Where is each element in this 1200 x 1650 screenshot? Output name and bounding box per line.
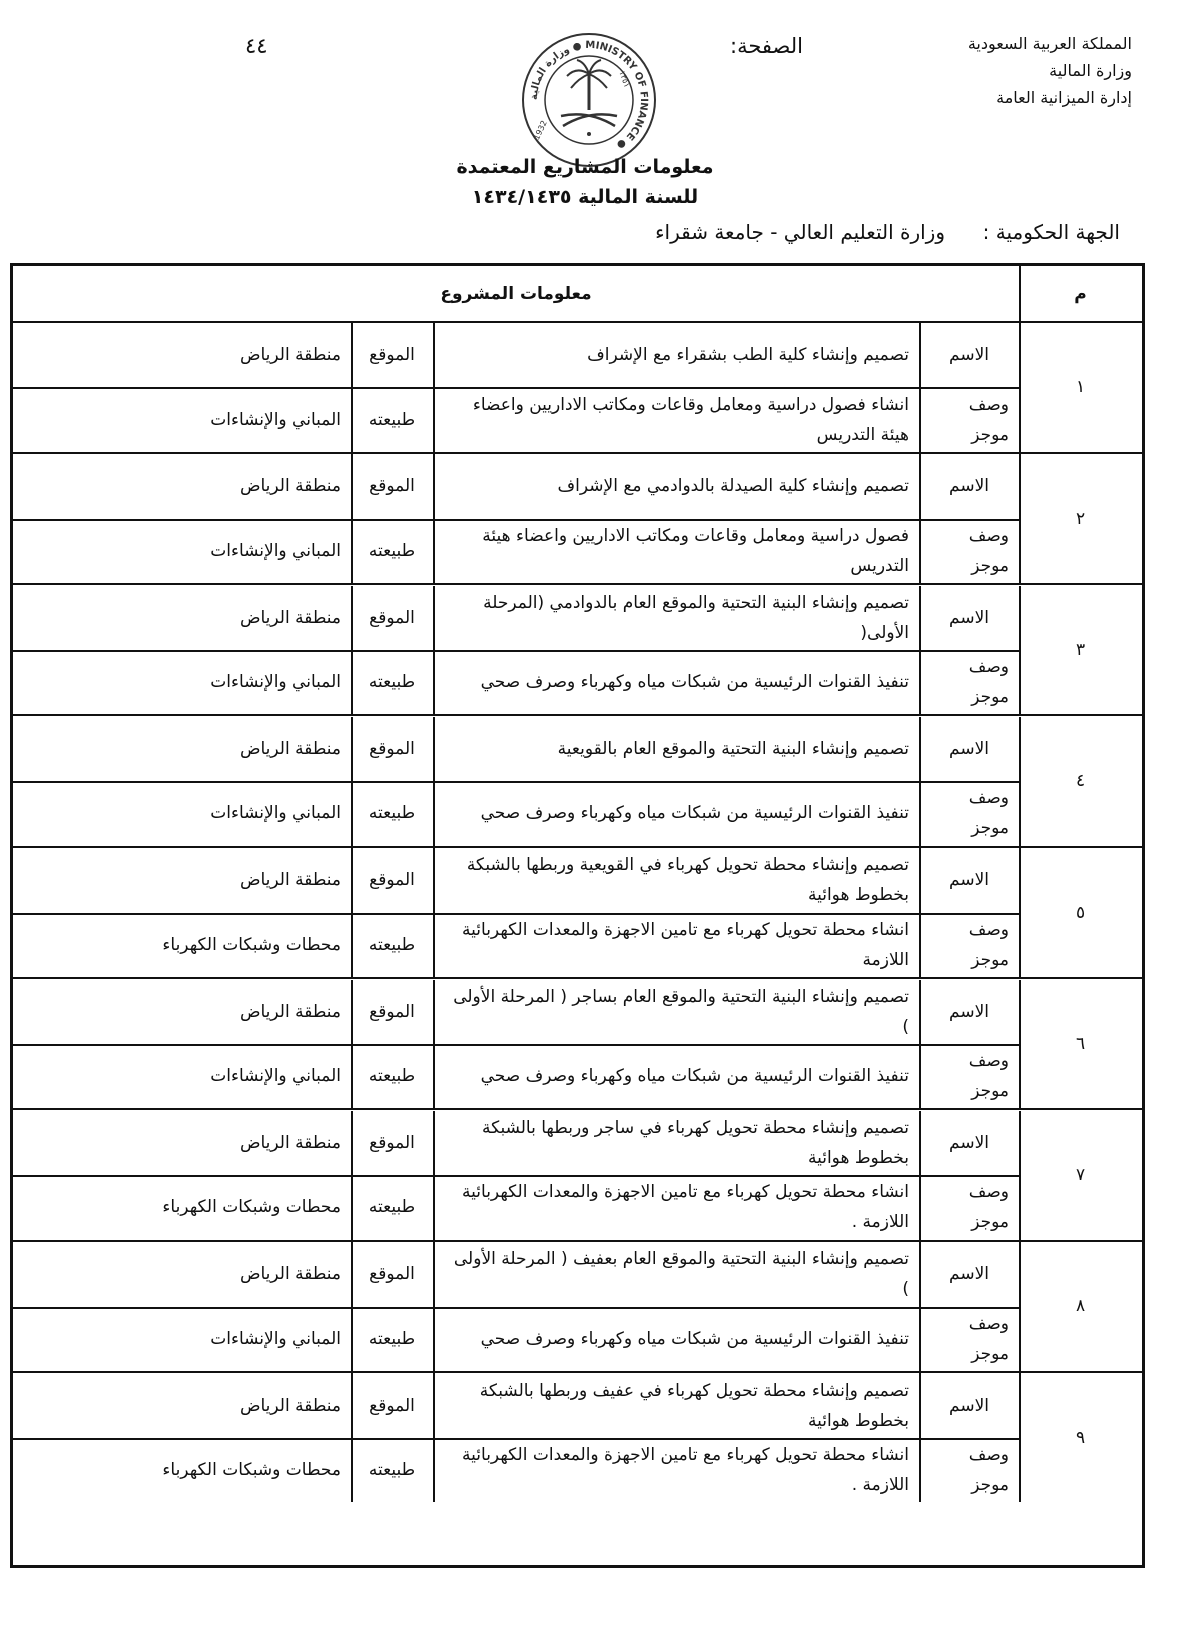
- table-rule-vertical: [351, 323, 353, 452]
- project-number: ٨: [1075, 1296, 1086, 1317]
- project-nature: المباني والإنشاءات: [210, 540, 341, 561]
- project-nature: محطات وشبكات الكهرباء: [162, 934, 341, 955]
- project-number: ٥: [1075, 902, 1086, 923]
- project-description: تنفيذ القنوات الرئيسية من شبكات مياه وكهرباء وصرف صحي: [480, 1328, 909, 1349]
- project-nature: المباني والإنشاءات: [210, 803, 341, 824]
- table-rule-vertical: [1019, 980, 1021, 1109]
- header-project-info: معلومات المشروع: [440, 283, 592, 304]
- description-label: وصف موجز: [968, 1182, 1009, 1233]
- table-rule-vertical: [433, 1373, 435, 1502]
- project-name: تصميم وإنشاء البنية التحتية والموقع العام بالدوادمي (المرحلة الأولى(: [483, 592, 909, 643]
- nature-label: طبيعته: [368, 803, 416, 824]
- project-nature: المباني والإنشاءات: [210, 672, 341, 693]
- table-rule-vertical: [433, 1111, 435, 1240]
- project-nature: محطات وشبكات الكهرباء: [162, 1459, 341, 1480]
- svg-text:١٣٥١: ١٣٥١: [617, 69, 632, 89]
- nature-label: طبيعته: [368, 672, 416, 693]
- table-rule-horizontal: [13, 387, 1019, 389]
- name-label: الاسم: [949, 1132, 989, 1153]
- table-rule-vertical: [433, 323, 435, 452]
- location-label: الموقع: [369, 1395, 415, 1416]
- description-label: وصف موجز: [968, 919, 1009, 970]
- entity-value: وزارة التعليم العالي - جامعة شقراء: [655, 220, 945, 244]
- table-rule-horizontal: [13, 1044, 1019, 1046]
- name-label: الاسم: [949, 870, 989, 891]
- table-rule-horizontal: [13, 1307, 1019, 1309]
- project-description: انشاء محطة تحويل كهرباء مع تامين الاجهزة والمعدات الكهربائية اللازمة .: [462, 1444, 909, 1495]
- project-location: منطقة الرياض: [239, 739, 341, 760]
- project-number: ٤: [1075, 771, 1086, 792]
- table-rule-horizontal: [13, 519, 1019, 521]
- svg-text:1932: 1932: [532, 119, 549, 142]
- project-description: انشاء محطة تحويل كهرباء مع تامين الاجهزة والمعدات الكهربائية اللازمة: [462, 919, 909, 970]
- description-label: وصف موجز: [968, 525, 1009, 576]
- project-location: منطقة الرياض: [239, 476, 341, 497]
- project-description: فصول دراسية ومعامل وقاعات ومكاتب الاداريين واعضاء هيئة التدريس: [482, 525, 909, 576]
- project-nature: المباني والإنشاءات: [210, 1066, 341, 1087]
- table-rule-vertical: [919, 586, 921, 715]
- description-label: وصف موجز: [968, 1444, 1009, 1495]
- table-rule-vertical: [433, 1242, 435, 1371]
- project-name: تصميم وإنشاء البنية التحتية والموقع العام بالقويعية: [557, 739, 909, 760]
- name-label: الاسم: [949, 476, 989, 497]
- table-rule-vertical: [1019, 717, 1021, 846]
- description-label: وصف موجز: [968, 1313, 1009, 1364]
- kingdom-name: المملكة العربية السعودية: [967, 34, 1132, 53]
- project-nature: محطات وشبكات الكهرباء: [162, 1197, 341, 1218]
- entity-label: الجهة الحكومية :: [982, 220, 1120, 244]
- table-rule-vertical: [351, 848, 353, 977]
- name-label: الاسم: [949, 1264, 989, 1285]
- nature-label: طبيعته: [368, 934, 416, 955]
- table-rule-horizontal: [13, 781, 1019, 783]
- project-number: ١: [1075, 377, 1086, 398]
- project-nature: المباني والإنشاءات: [210, 1328, 341, 1349]
- project-number: ٢: [1075, 508, 1086, 529]
- department-name: إدارة الميزانية العامة: [996, 88, 1132, 107]
- table-rule-vertical: [919, 1373, 921, 1502]
- table-rule-horizontal: [13, 1438, 1019, 1440]
- project-description: انشاء محطة تحويل كهرباء مع تامين الاجهزة والمعدات الكهربائية اللازمة .: [462, 1182, 909, 1233]
- svg-text:وزارة المالية ● MINISTRY OF FI: وزارة المالية ● MINISTRY OF FINANCE ●: [528, 39, 650, 151]
- description-label: وصف موجز: [968, 788, 1009, 839]
- name-label: الاسم: [949, 607, 989, 628]
- table-rule-vertical: [433, 980, 435, 1109]
- location-label: الموقع: [369, 1001, 415, 1022]
- project-description: تنفيذ القنوات الرئيسية من شبكات مياه وكهرباء وصرف صحي: [480, 1066, 909, 1087]
- table-rule-vertical: [919, 454, 921, 583]
- project-location: منطقة الرياض: [239, 1395, 341, 1416]
- project-description: تنفيذ القنوات الرئيسية من شبكات مياه وكهرباء وصرف صحي: [480, 803, 909, 824]
- nature-label: طبيعته: [368, 409, 416, 430]
- table-rule-vertical: [919, 980, 921, 1109]
- project-location: منطقة الرياض: [239, 1001, 341, 1022]
- table-rule-vertical: [919, 1111, 921, 1240]
- name-label: الاسم: [949, 345, 989, 366]
- page-label: الصفحة:: [730, 34, 803, 58]
- project-number: ٦: [1075, 1033, 1086, 1054]
- document-title: [420, 152, 750, 212]
- table-rule-vertical: [351, 1111, 353, 1240]
- location-label: الموقع: [369, 345, 415, 366]
- table-rule-vertical: [351, 717, 353, 846]
- table-rule-horizontal: [13, 913, 1019, 915]
- ministry-name: وزارة المالية: [1049, 61, 1132, 80]
- table-rule-vertical: [433, 717, 435, 846]
- project-name: تصميم وإنشاء محطة تحويل كهرباء في القويعية وربطها بالشبكة بخطوط هوائية: [466, 855, 909, 906]
- projects-table: [10, 263, 1145, 1568]
- table-rule-vertical: [351, 454, 353, 583]
- table-rule-vertical: [1019, 586, 1021, 715]
- location-label: الموقع: [369, 476, 415, 497]
- table-rule-vertical: [351, 1242, 353, 1371]
- table-rule-vertical: [433, 586, 435, 715]
- nature-label: طبيعته: [368, 1197, 416, 1218]
- project-location: منطقة الرياض: [239, 870, 341, 891]
- table-rule-vertical: [919, 1242, 921, 1371]
- project-location: منطقة الرياض: [239, 1132, 341, 1153]
- table-rule-vertical: [919, 848, 921, 977]
- project-nature: المباني والإنشاءات: [210, 409, 341, 430]
- table-rule-horizontal: [13, 650, 1019, 652]
- name-label: الاسم: [949, 1395, 989, 1416]
- project-description: انشاء فصول دراسية ومعامل وقاعات ومكاتب الاداريين واعضاء هيئة التدريس: [472, 394, 909, 445]
- location-label: الموقع: [369, 739, 415, 760]
- project-name: تصميم وإنشاء محطة تحويل كهرباء في عفيف وربطها بالشبكة بخطوط هوائية: [479, 1380, 909, 1431]
- issuer-header: [968, 30, 1132, 111]
- project-number: ٧: [1075, 1165, 1086, 1186]
- nature-label: طبيعته: [368, 540, 416, 561]
- table-rule-vertical: [1019, 323, 1021, 452]
- location-label: الموقع: [369, 1132, 415, 1153]
- table-rule-vertical: [1019, 1242, 1021, 1371]
- table-rule-horizontal: [13, 1175, 1019, 1177]
- table-rule-vertical: [1019, 848, 1021, 977]
- table-rule-vertical: [919, 717, 921, 846]
- table-rule-vertical: [919, 323, 921, 452]
- project-number: ٣: [1075, 639, 1086, 660]
- description-label: وصف موجز: [968, 657, 1009, 708]
- page-number: ٤٤: [245, 34, 268, 58]
- project-name: تصميم وإنشاء البنية التحتية والموقع العام بعفيف ( المرحلة الأولى ): [453, 1249, 909, 1300]
- name-label: الاسم: [949, 1001, 989, 1022]
- nature-label: طبيعته: [368, 1066, 416, 1087]
- location-label: الموقع: [369, 607, 415, 628]
- location-label: الموقع: [369, 1264, 415, 1285]
- header-number: م: [1074, 283, 1087, 304]
- project-name: تصميم وإنشاء محطة تحويل كهرباء في ساجر وربطها بالشبكة بخطوط هوائية: [481, 1117, 909, 1168]
- location-label: الموقع: [369, 870, 415, 891]
- title-line-2: للسنة المالية ١٤٣٤/١٤٣٥: [471, 186, 699, 208]
- table-rule-vertical: [351, 586, 353, 715]
- project-location: منطقة الرياض: [239, 607, 341, 628]
- table-rule-vertical: [1019, 1111, 1021, 1240]
- table-rule-vertical: [1019, 1373, 1021, 1502]
- project-name: تصميم وإنشاء كلية الطب بشقراء مع الإشراف: [587, 345, 909, 366]
- nature-label: طبيعته: [368, 1459, 416, 1480]
- project-description: تنفيذ القنوات الرئيسية من شبكات مياه وكهرباء وصرف صحي: [480, 672, 909, 693]
- project-name: تصميم وإنشاء البنية التحتية والموقع العام بساجر ( المرحلة الأولى ): [453, 986, 909, 1037]
- title-line-1: معلومات المشاريع المعتمدة: [456, 156, 714, 178]
- description-label: وصف موجز: [968, 394, 1009, 445]
- project-name: تصميم وإنشاء كلية الصيدلة بالدوادمي مع الإشراف: [557, 476, 909, 497]
- description-label: وصف موجز: [968, 1051, 1009, 1102]
- table-rule-vertical: [1019, 266, 1021, 321]
- nature-label: طبيعته: [368, 1328, 416, 1349]
- table-rule-vertical: [1019, 454, 1021, 583]
- ministry-seal-logo: [519, 30, 659, 170]
- name-label: الاسم: [949, 739, 989, 760]
- project-location: منطقة الرياض: [239, 1264, 341, 1285]
- table-rule-vertical: [351, 1373, 353, 1502]
- table-rule-vertical: [351, 980, 353, 1109]
- table-rule-vertical: [433, 848, 435, 977]
- table-rule-vertical: [433, 454, 435, 583]
- project-location: منطقة الرياض: [239, 345, 341, 366]
- project-number: ٩: [1075, 1427, 1086, 1448]
